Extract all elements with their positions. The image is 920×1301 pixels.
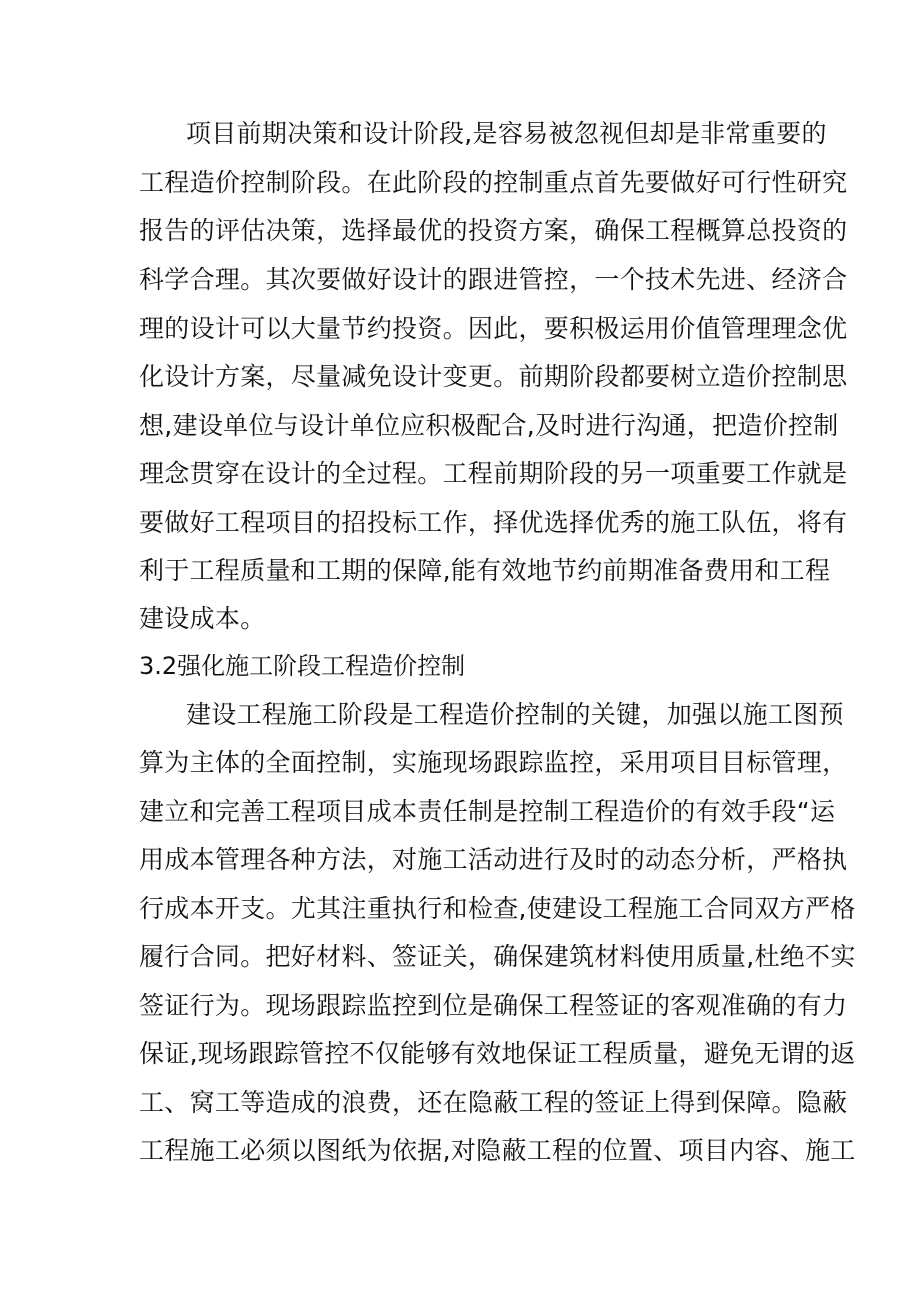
paragraph-1-line-8: 理念贯穿在设计的全过程。工程前期阶段的另一项重要工作就是 — [139, 459, 848, 488]
paragraph-2-line-2: 算为主体的全面控制，实施现场跟踪监控，采用项目目标管理， — [139, 748, 848, 777]
paragraph-1-line-6: 化设计方案，尽量减免设计变更。前期阶段都要树立造价控制思 — [139, 362, 848, 391]
paragraph-2-line-9: 工、窝工等造成的浪费，还在隐蔽工程的签证上得到保障。隐蔽 — [139, 1088, 848, 1117]
paragraph-2-line-8: 保证,现场跟踪管控不仅能够有效地保证工程质量，避免无谓的返 — [139, 1039, 856, 1068]
paragraph-1-line-7: 想,建设单位与设计单位应积极配合,及时进行沟通，把造价控制 — [139, 411, 839, 440]
paragraph-2-line-1: 建设工程施工阶段是工程造价控制的关键，加强以施工图预 — [186, 700, 844, 729]
paragraph-2-line-10: 工程施工必须以图纸为依据,对隐蔽工程的位置、项目内容、施工 — [139, 1136, 856, 1165]
paragraph-1-line-5: 理的设计可以大量节约投资。因此，要积极运用价值管理理念优 — [139, 314, 848, 343]
paragraph-1-line-1: 项目前期决策和设计阶段,是容易被忽视但却是非常重要的 — [186, 119, 827, 148]
paragraph-2-line-6: 履行合同。把好材料、签证关，确保建筑材料使用质量,杜绝不实 — [139, 942, 856, 971]
paragraph-1-line-4: 科学合理。其次要做好设计的跟进管控，一个技术先进、经济合 — [139, 265, 848, 294]
paragraph-1-line-10: 利于工程质量和工期的保障,能有效地节约前期准备费用和工程 — [139, 556, 831, 585]
paragraph-2-line-3: 建立和完善工程项目成本责任制是控制工程造价的有效手段“运 — [139, 797, 836, 826]
section-heading: 3.2强化施工阶段工程造价控制 — [139, 652, 466, 680]
paragraph-1-line-2: 工程造价控制阶段。在此阶段的控制重点首先要做好可行性研究 — [139, 168, 848, 197]
paragraph-1-line-9: 要做好工程项目的招投标工作，择优选择优秀的施工队伍，将有 — [139, 508, 848, 537]
paragraph-2-line-4: 用成本管理各种方法，对施工活动进行及时的动态分析，严格执 — [139, 845, 848, 874]
paragraph-1-line-3: 报告的评估决策，选择最优的投资方案，确保工程概算总投资的 — [139, 216, 848, 245]
paragraph-2-line-5: 行成本开支。尤其注重执行和检查,使建设工程施工合同双方严格 — [139, 894, 856, 923]
paragraph-2-line-7: 签证行为。现场跟踪监控到位是确保工程签证的客观准确的有力 — [139, 991, 848, 1020]
paragraph-1-line-11: 建设成本。 — [139, 604, 266, 633]
